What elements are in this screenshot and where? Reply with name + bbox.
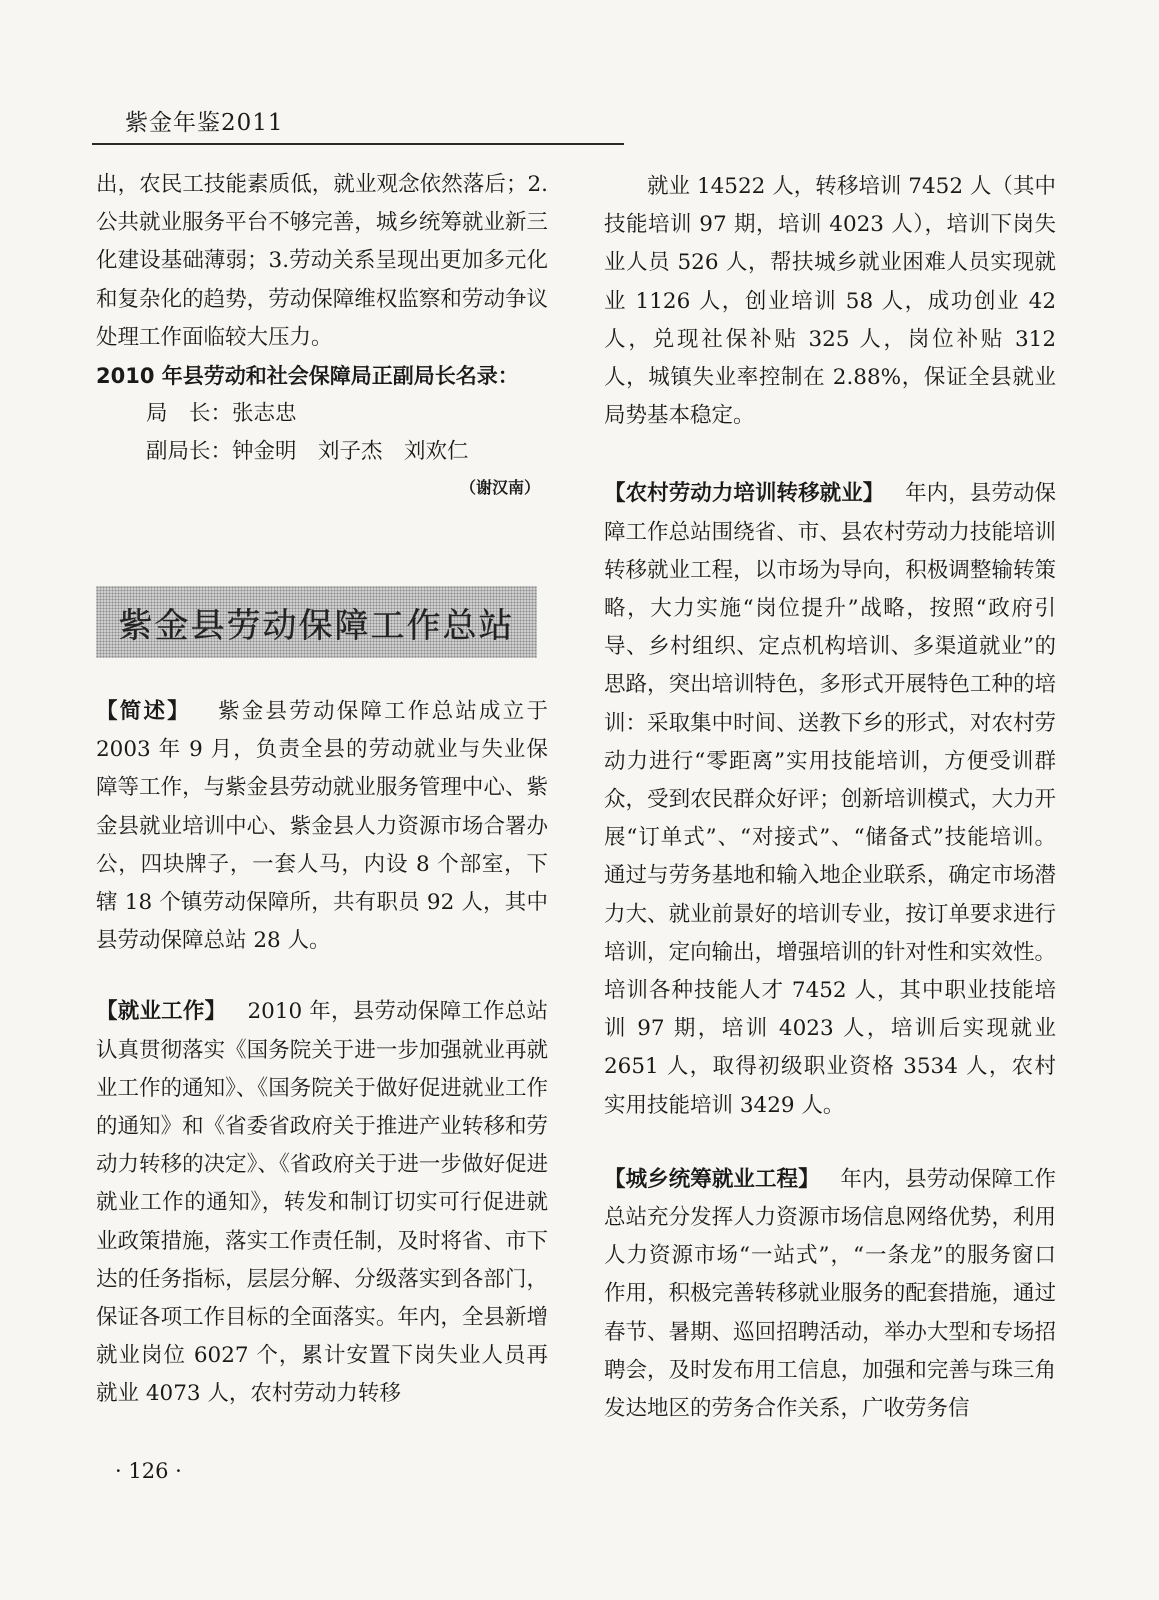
summary-heading: 【简述】 [96, 699, 191, 724]
employment-heading: 【就业工作】 [96, 999, 227, 1025]
rural-paragraph [604, 475, 1056, 1124]
employment-text: 2010 年，县劳动保障工作总站认真贯彻落实《国务院关于进一步加强就业再就业工作的通知》、《国务院关于做好促进就业工作的通知》和《省委省政府关于推进产业转移和劳动力转移的决定》、《省政府关于进一步做好促进就业工作的通知》，转发和制订切实可行促进就业政策措施，落实工作责任制，及时将省、市下达的任务指标，层层分解、分级落实到各部门，保证各项工作目标的全面落实。年内，全县新增就业岗位 6027 个，累计安置下岗失业人员再就业 4073 人，农村劳动力转移 [96, 999, 548, 1407]
urban-rural-paragraph [604, 1161, 1056, 1428]
right-column [604, 168, 1056, 1428]
summary-text: 紫金县劳动保障工作总站成立于2003 年 9 月，负责全县的劳动就业与失业保障等工作，与紫金县劳动就业服务管理中心、紫金县就业培训中心、紫金县人力资源市场合署办公，四块牌子，一套人马，内设 8 个部室，下辖 18 个镇劳动保障所，共有职员 92 人，其中县劳动保障总站 28 人。 [96, 699, 548, 954]
officers-title: 2010 年县劳动和社会保障局正副局长名录： [96, 364, 519, 389]
rural-text: 年内，县劳动保障工作总站围绕省、市、县农村劳动力技能培训转移就业工程，以市场为导向，积极调整输转策略，大力实施“岗位提升”战略，按照“政府引导、乡村组织、定点机构培训、多渠道就业”的思路，突出培训特色，多形式开展特色工种的培训：采取集中时间、送教下乡的形式，对农村劳动力进行“零距离”实用技能培训，方便受训群众，受到农民群众好评；创新培训模式，大力开展“订单式”、“对接式”、“储备式”技能培训。通过与劳务基地和输入地企业联系，确定市场潜力大、就业前景好的培训专业，按订单要求进行培训，定向输出，增强培训的针对性和实效性。培训各种技能人才 7452 人，其中职业技能培训 97 期，培训 4023 人，培训后实现就业 2651 人，取得初级职业资格 3534 人，农村实用技能培训 3429 人。 [604, 481, 1056, 1118]
left-column-bottom [96, 693, 548, 1414]
employment-continuation: 就业 14522 人，转移培训 7452 人（其中技能培训 97 期，培训 4023 人），培训下岗失业人员 526 人，帮扶城乡就业困难人员实现就业 1126 人，创业培训 58 人，成功创业 42 人，兑现社保补贴 325 人，岗位补贴 312 人，城镇失业率控制在 2.88%，保证全县就业局势基本稳定。 [604, 174, 1056, 429]
left-column-top [96, 166, 548, 504]
page-number: · 126 · [115, 1459, 182, 1483]
urban-rural-text: 年内，县劳动保障工作总站充分发挥人力资源市场信息网络优势，利用人力资源市场“一站式”，“一条龙”的服务窗口作用，积极完善转移就业服务的配套措施，通过春节、暑期、巡回招聘活动，举办大型和专场招聘会，及时发布用工信息，加强和完善与珠三角发达地区的劳务合作关系，广收劳务信 [604, 1166, 1056, 1422]
summary-paragraph [96, 693, 548, 960]
urban-rural-heading: 【城乡统筹就业工程】 [604, 1166, 820, 1192]
author-credit: （谢汉南） [459, 477, 540, 497]
running-header: 紫金年鉴2011 [125, 110, 284, 136]
section-title: 紫金县劳动保障工作总站 [118, 605, 515, 646]
intro-continuation: 出，农民工技能素质低，就业观念依然落后；2.公共就业服务平台不够完善，城乡统筹就业新三化建设基础薄弱；3.劳动关系呈现出更加多元化和复杂化的趋势，劳动保障维权监察和劳动争议处理工作面临较大压力。 [96, 172, 548, 350]
employment-paragraph [96, 993, 548, 1413]
header-rule [92, 143, 624, 145]
rural-heading: 【农村劳动力培训转移就业】 [604, 481, 885, 507]
section-title-box [96, 586, 537, 658]
officer-deputies: 副局长：钟金明 刘子杰 刘欢仁 [146, 439, 469, 465]
officer-director: 局 长：张志忠 [146, 401, 297, 427]
